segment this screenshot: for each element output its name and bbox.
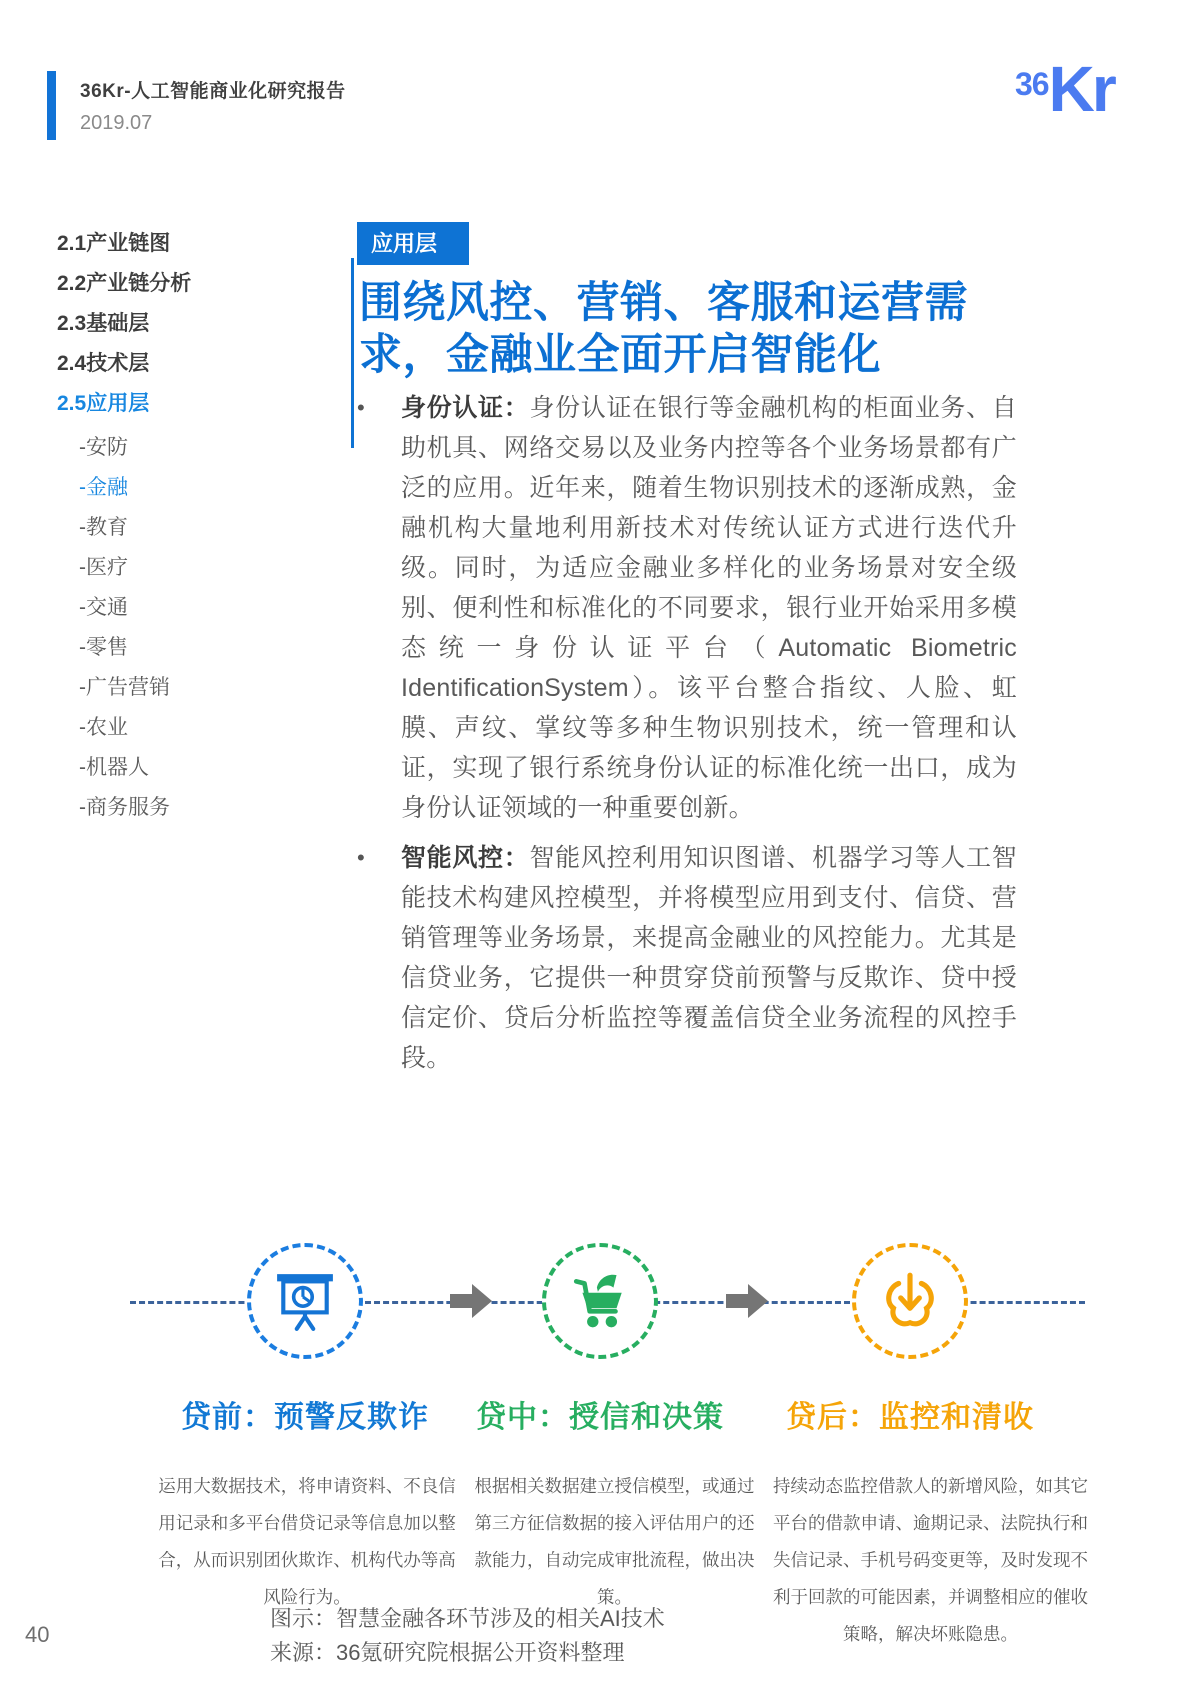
sidebar-subitem-transport[interactable]: -交通 — [79, 596, 128, 619]
bullet-marker — [357, 388, 401, 828]
sidebar-item-industry-chain-map[interactable]: 2.1产业链图 — [57, 232, 171, 255]
bullet-marker — [357, 838, 401, 1078]
section-header — [351, 222, 1031, 382]
bullet-paragraph — [401, 838, 1017, 1078]
caption-figure-line: 图示：智慧金融各环节涉及的相关AI技术 — [270, 1606, 665, 1631]
36kr-logo — [1015, 53, 1114, 125]
stage-circle-mid-loan — [542, 1243, 658, 1359]
stage-title-pre-loan: 贷前：预警反欺诈 — [181, 1401, 429, 1434]
sidebar-subitem-medical[interactable]: -医疗 — [79, 556, 128, 579]
stage-title-post-loan: 贷后：监控和清收 — [786, 1401, 1034, 1434]
sidebar-subitem-ad-marketing[interactable]: -广告营销 — [79, 676, 170, 699]
stage-desc-post-loan: 持续动态监控借款人的新增风险，如其它平台的借款申请、逾期记录、法院执行和失信记录、手机号码变更等，及时发现不利于回款的可能因素，并调整相应的催收策略，解决坏账隐患。 — [773, 1476, 1088, 1644]
sidebar-item-application-layer[interactable]: 2.5应用层 — [57, 392, 150, 415]
toc-sidebar — [57, 224, 307, 828]
sidebar-subitem-finance[interactable]: -金融 — [79, 476, 128, 499]
sidebar-subitem-security[interactable]: -安防 — [79, 436, 128, 459]
bullet-item-risk-control — [357, 838, 1017, 1078]
page-title: 围绕风控、营销、客服和运营需求，金融业全面开启智能化 — [359, 279, 968, 380]
report-title: 36Kr-人工智能商业化研究报告 — [80, 81, 346, 102]
logo-kr-text: Kr — [1048, 53, 1114, 125]
stage-desc-mid-loan: 根据相关数据建立授信模型，或通过第三方征信数据的接入评估用户的还款能力，自动完成审批流程，做出决策。 — [474, 1476, 755, 1607]
caption-source-line: 来源：36氪研究院根据公开资料整理 — [270, 1640, 625, 1665]
bullet-label: 身份认证： — [401, 394, 530, 422]
bullet-paragraph — [401, 388, 1017, 828]
sidebar-item-foundation-layer[interactable]: 2.3基础层 — [57, 312, 150, 335]
stage-circle-pre-loan — [247, 1243, 363, 1359]
sidebar-subitem-retail[interactable]: -零售 — [79, 636, 128, 659]
stage-circle-post-loan — [852, 1243, 968, 1359]
sidebar-subitem-business-services[interactable]: -商务服务 — [79, 796, 170, 819]
bullet-item-identity — [357, 388, 1017, 828]
stage-title-mid-loan: 贷中：授信和决策 — [476, 1401, 724, 1434]
header-accent-bar — [47, 71, 56, 140]
presentation-chart-icon — [274, 1270, 336, 1332]
bullet-label: 智能风控： — [401, 844, 530, 872]
bullet-list — [357, 388, 1017, 1088]
shopping-cart-icon — [569, 1270, 631, 1332]
section-tag: 应用层 — [357, 222, 469, 265]
report-date: 2019.07 — [80, 112, 153, 134]
logo-36-text: 36 — [1015, 66, 1049, 102]
sidebar-item-industry-chain-analysis[interactable]: 2.2产业链分析 — [57, 272, 192, 295]
sidebar-item-technology-layer[interactable]: 2.4技术层 — [57, 352, 150, 375]
sidebar-subitem-agriculture[interactable]: -农业 — [79, 716, 128, 739]
figure-caption — [270, 1602, 665, 1670]
right-arrow-icon — [450, 1283, 492, 1319]
right-arrow-icon — [726, 1283, 768, 1319]
title-accent-line — [351, 258, 354, 448]
stage-desc-pre-loan: 运用大数据技术，将申请资料、不良信用记录和多平台借贷记录等信息加以整合，从而识别团伙欺诈、机构代办等高风险行为。 — [158, 1476, 456, 1607]
download-collect-icon — [879, 1270, 941, 1332]
bullet-text: 身份认证在银行等金融机构的柜面业务、自助机具、网络交易以及业务内控等各个业务场景都有广泛的应用。近年来，随着生物识别技术的逐渐成熟，金融机构大量地利用新技术对传统认证方式进行迭代升级。同时，为适应金融业多样化的业务场景对安全级别、便利性和标准化的不同要求，银行业开始采用多模态统一身份认证平台（Automatic Biometric IdentificationSystem）。该平台整合指纹、人脸、虹膜、声纹、掌纹等多种生物识别技术，统一管理和认证，实现了银行系统身份认证的标准化统一出口，成为身份认证领域的一种重要创新。 — [401, 394, 1017, 822]
bullet-text: 智能风控利用知识图谱、机器学习等人工智能技术构建风控模型，并将模型应用到支付、信贷、营销管理等业务场景，来提高金融业的风控能力。尤其是信贷业务，它提供一种贯穿贷前预警与反欺诈、贷中授信定价、贷后分析监控等覆盖信贷全业务流程的风控手段。 — [401, 844, 1017, 1072]
sidebar-subitem-education[interactable]: -教育 — [79, 516, 128, 539]
sidebar-subitem-robotics[interactable]: -机器人 — [79, 756, 149, 779]
page-number: 40 — [25, 1622, 50, 1647]
